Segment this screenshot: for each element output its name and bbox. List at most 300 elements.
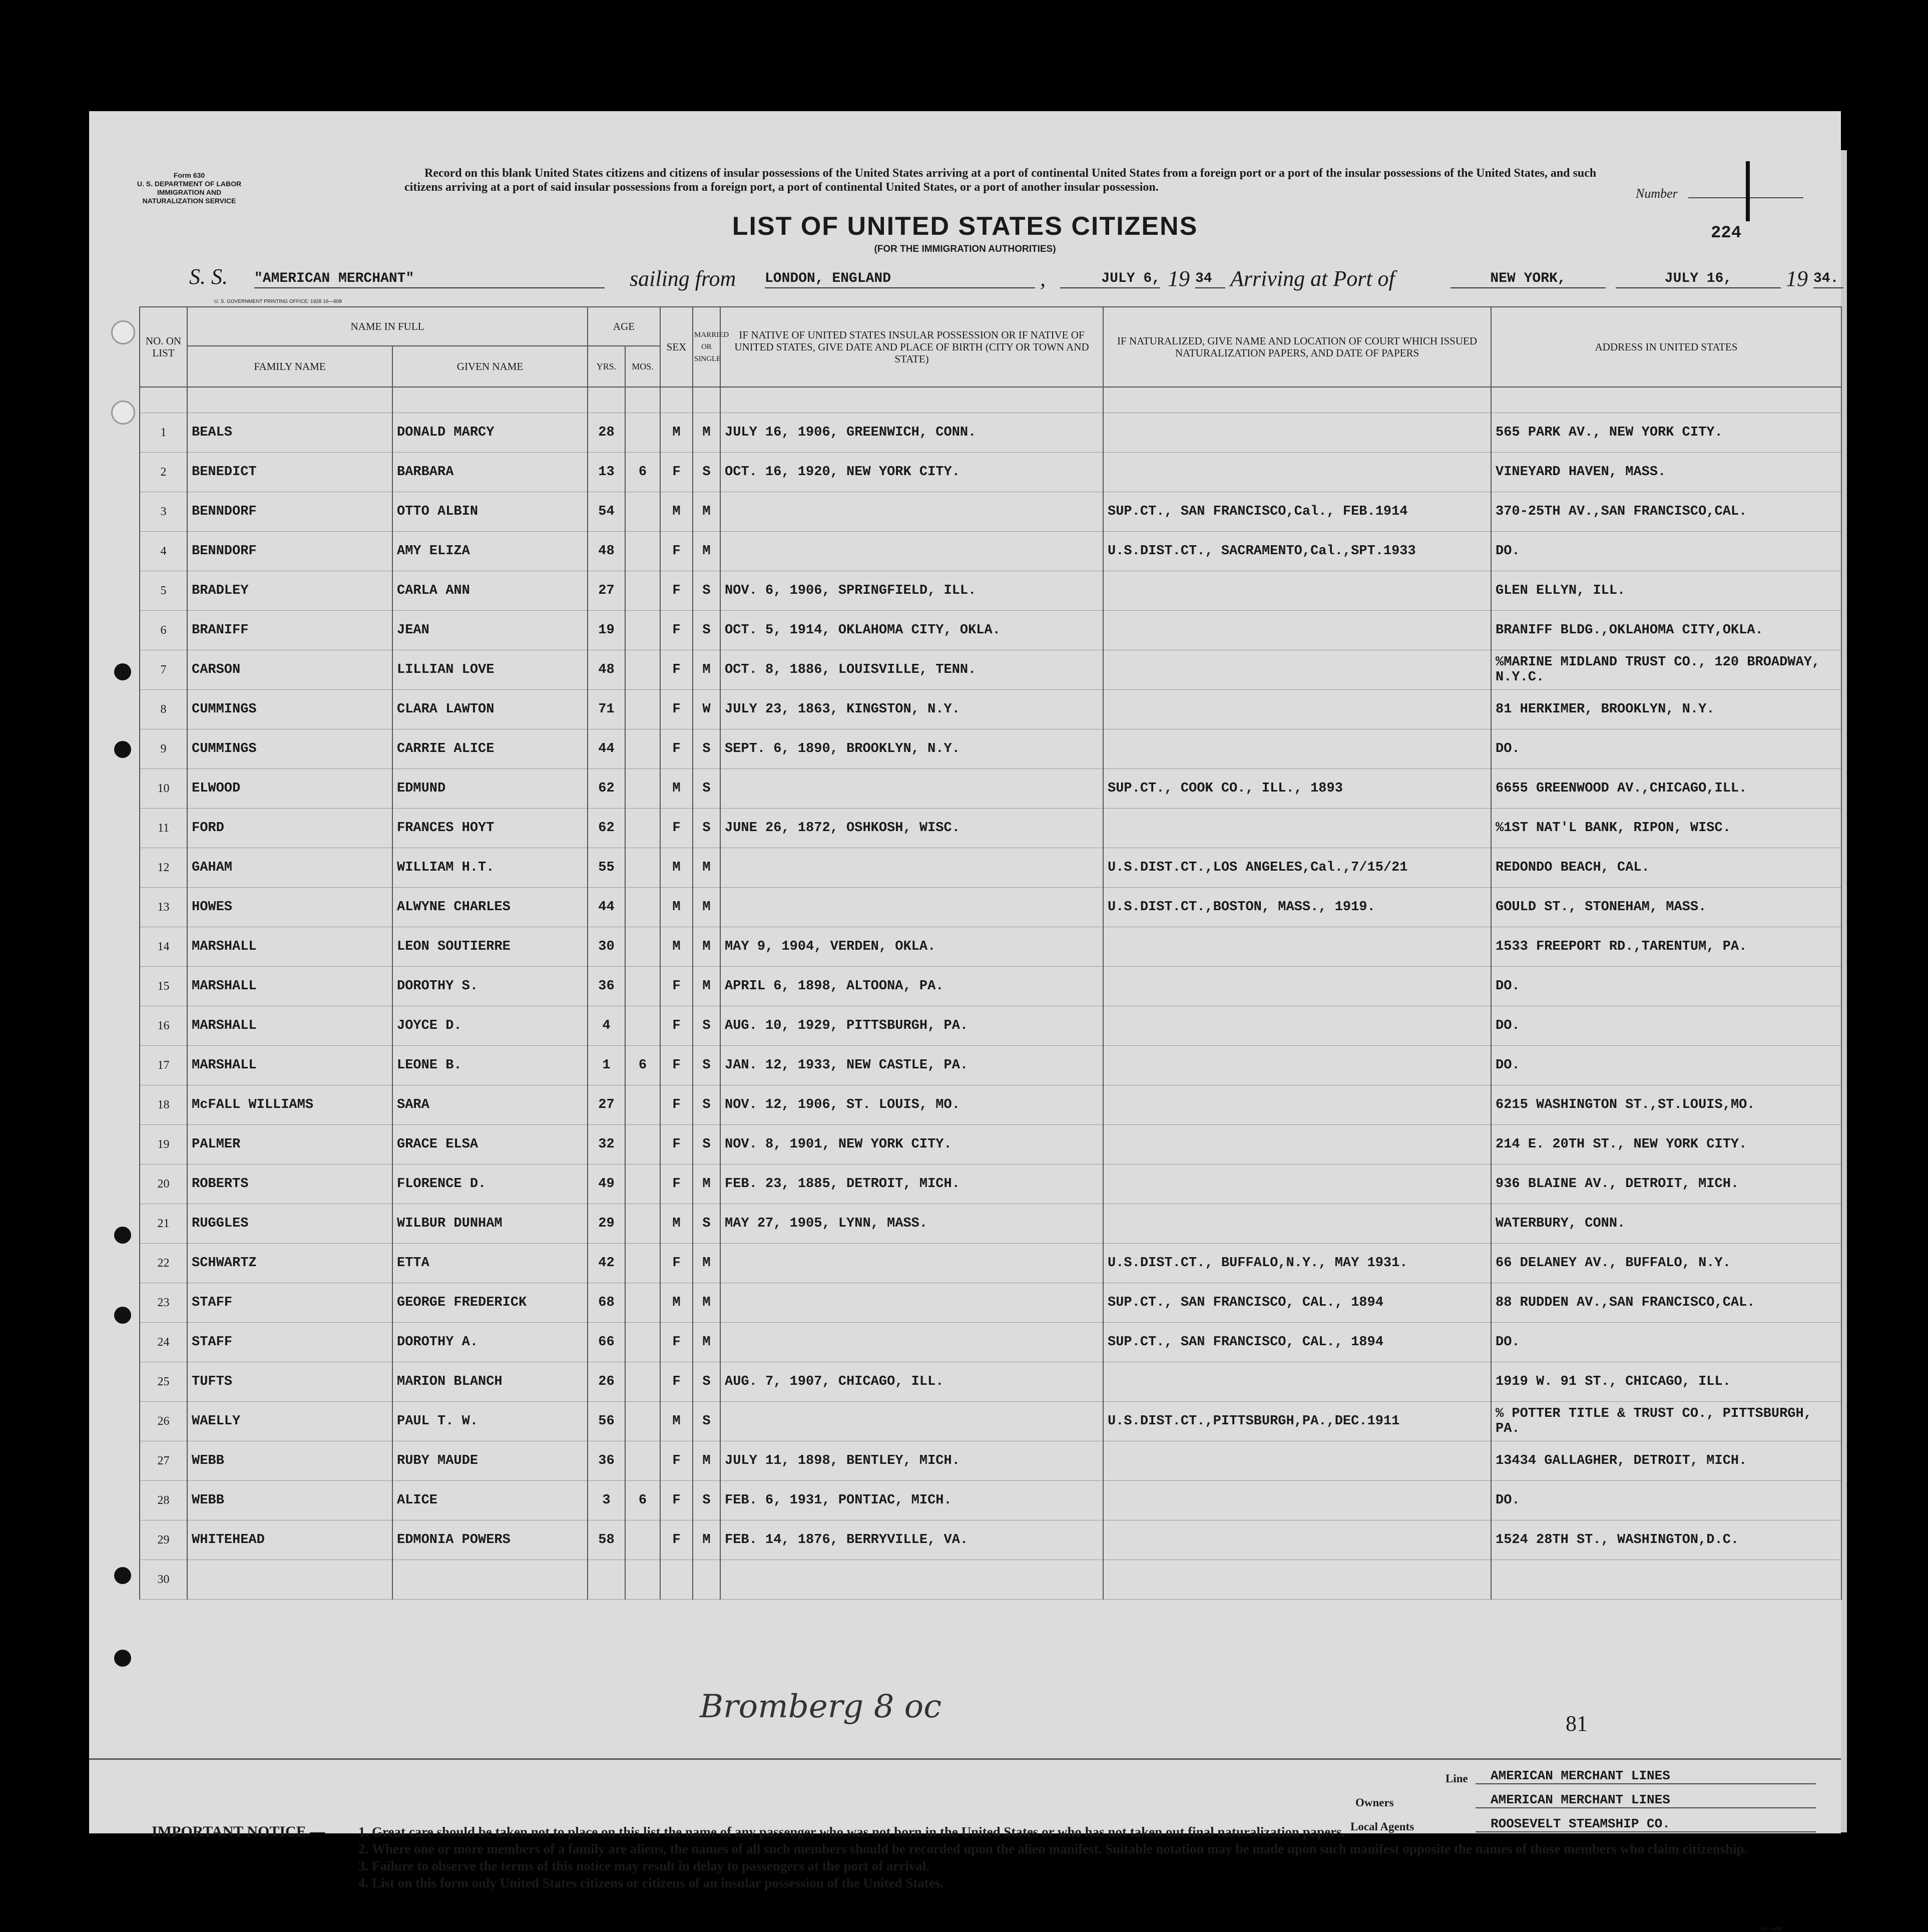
age-years: 27	[588, 1085, 625, 1125]
departure-date: JULY 6,	[1060, 271, 1160, 288]
row-number: 4	[140, 532, 187, 571]
birth-date-place	[720, 1283, 1103, 1323]
family-name: STAFF	[187, 1323, 392, 1362]
naturalization-court	[1103, 453, 1491, 492]
arrival-date: JULY 16,	[1616, 271, 1781, 288]
agents-value: ROOSEVELT STEAMSHIP CO.	[1476, 1816, 1816, 1832]
age-months	[625, 848, 660, 888]
binder-hole	[114, 1227, 131, 1244]
age-months	[625, 1125, 660, 1165]
marital-status: S	[693, 729, 720, 769]
marital-status: M	[693, 848, 720, 888]
age-months	[625, 1006, 660, 1046]
family-name: WAELLY	[187, 1402, 392, 1441]
passenger-row	[140, 611, 1841, 650]
birth-date-place: NOV. 6, 1906, SPRINGFIELD, ILL.	[720, 571, 1103, 611]
given-name: JEAN	[392, 611, 588, 650]
naturalization-court: SUP.CT., COOK CO., ILL., 1893	[1103, 769, 1491, 809]
sex: M	[660, 1402, 693, 1441]
birth-date-place: NOV. 8, 1901, NEW YORK CITY.	[720, 1125, 1103, 1165]
passenger-row	[140, 1204, 1841, 1244]
sex: F	[660, 453, 693, 492]
birth-date-place: JULY 11, 1898, BENTLEY, MICH.	[720, 1441, 1103, 1481]
naturalization-court	[1103, 967, 1491, 1006]
family-name: RUGGLES	[187, 1204, 392, 1244]
given-name: LILLIAN LOVE	[392, 650, 588, 690]
marital-status: S	[693, 571, 720, 611]
binder-ring	[111, 320, 135, 344]
line-label: Line	[1445, 1772, 1468, 1785]
given-name: ALICE	[392, 1481, 588, 1520]
departure-port: LONDON, ENGLAND	[765, 271, 1035, 288]
family-name: WEBB	[187, 1441, 392, 1481]
marital-status: S	[693, 1362, 720, 1402]
header-age: AGE	[588, 307, 660, 346]
birth-date-place: JULY 16, 1906, GREENWICH, CONN.	[720, 413, 1103, 453]
line-value: AMERICAN MERCHANT LINES	[1476, 1768, 1816, 1784]
departure-year: 34	[1195, 271, 1225, 288]
birth-date-place: AUG. 10, 1929, PITTSBURGH, PA.	[720, 1006, 1103, 1046]
header-married-single: MARRIED OR SINGLE	[693, 307, 720, 387]
birth-date-place: FEB. 14, 1876, BERRYVILLE, VA.	[720, 1520, 1103, 1560]
family-name: CUMMINGS	[187, 729, 392, 769]
age-years: 71	[588, 690, 625, 729]
birth-date-place: JAN. 12, 1933, NEW CASTLE, PA.	[720, 1046, 1103, 1085]
age-years: 32	[588, 1125, 625, 1165]
sex: M	[660, 848, 693, 888]
family-name: MARSHALL	[187, 927, 392, 967]
age-months	[625, 571, 660, 611]
us-address: 6215 WASHINGTON ST.,ST.LOUIS,MO.	[1491, 1085, 1841, 1125]
marital-status: S	[693, 453, 720, 492]
us-address: GOULD ST., STONEHAM, MASS.	[1491, 888, 1841, 927]
owners-row	[1355, 1792, 1816, 1816]
age-years: 48	[588, 650, 625, 690]
marital-status: S	[693, 1481, 720, 1520]
header-no: NO. ON LIST	[140, 307, 187, 387]
given-name: GRACE ELSA	[392, 1125, 588, 1165]
naturalization-court	[1103, 1125, 1491, 1165]
row-number: 12	[140, 848, 187, 888]
us-address: DO.	[1491, 729, 1841, 769]
birth-date-place: JUNE 26, 1872, OSHKOSH, WISC.	[720, 809, 1103, 848]
given-name: MARION BLANCH	[392, 1362, 588, 1402]
given-name: CLARA LAWTON	[392, 690, 588, 729]
naturalization-court	[1103, 729, 1491, 769]
passenger-row	[140, 1481, 1841, 1520]
marital-status: M	[693, 1165, 720, 1204]
us-address: 66 DELANEY AV., BUFFALO, N.Y.	[1491, 1244, 1841, 1283]
naturalization-court: SUP.CT., SAN FRANCISCO,Cal., FEB.1914	[1103, 492, 1491, 532]
sex: M	[660, 1204, 693, 1244]
birth-date-place: JULY 23, 1863, KINGSTON, N.Y.	[720, 690, 1103, 729]
passenger-row	[140, 492, 1841, 532]
age-years: 13	[588, 453, 625, 492]
arrival-year: 34.	[1813, 271, 1843, 288]
age-years: 54	[588, 492, 625, 532]
binder-hole	[114, 1307, 131, 1324]
us-address: 88 RUDDEN AV.,SAN FRANCISCO,CAL.	[1491, 1283, 1841, 1323]
us-address: DO.	[1491, 1006, 1841, 1046]
passenger-row	[140, 1283, 1841, 1323]
birth-date-place	[720, 492, 1103, 532]
arrival-year-prefix: 19	[1786, 266, 1808, 291]
us-address: %MARINE MIDLAND TRUST CO., 120 BROADWAY, N.Y.C.	[1491, 650, 1841, 690]
arrival-port: NEW YORK,	[1451, 271, 1606, 288]
naturalization-court	[1103, 413, 1491, 453]
age-months	[625, 1283, 660, 1323]
sex: F	[660, 1244, 693, 1283]
birth-date-place: MAY 9, 1904, VERDEN, OKLA.	[720, 927, 1103, 967]
binder-ring	[111, 401, 135, 425]
record-instructions: Record on this blank United States citizens and citizens of insular possessions of the United States arriving at a port of continental United States from a foreign port or a port of the insular possessions of the United States, and such citizens arriving at a port of said insular possessions from a foreign port, a port of continental United States, or a port of another insular possession.	[404, 167, 1597, 194]
passenger-row	[140, 532, 1841, 571]
given-name: GEORGE FREDERICK	[392, 1283, 588, 1323]
birth-date-place: AUG. 7, 1907, CHICAGO, ILL.	[720, 1362, 1103, 1402]
naturalization-court	[1103, 650, 1491, 690]
age-months	[625, 532, 660, 571]
us-address: GLEN ELLYN, ILL.	[1491, 571, 1841, 611]
marital-status: M	[693, 888, 720, 927]
form-number: Form 630	[173, 171, 205, 179]
given-name: ALWYNE CHARLES	[392, 888, 588, 927]
naturalization-court	[1103, 1362, 1491, 1402]
row-number: 25	[140, 1362, 187, 1402]
passenger-row	[140, 650, 1841, 690]
us-address: REDONDO BEACH, CAL.	[1491, 848, 1841, 888]
passenger-table	[139, 306, 1842, 1600]
age-months	[625, 1165, 660, 1204]
age-years: 56	[588, 1402, 625, 1441]
family-name: ELWOOD	[187, 769, 392, 809]
passenger-row	[140, 1520, 1841, 1560]
birth-date-place	[720, 1560, 1103, 1600]
given-name: WILBUR DUNHAM	[392, 1204, 588, 1244]
sex: F	[660, 650, 693, 690]
age-months	[625, 1244, 660, 1283]
marital-status: M	[693, 927, 720, 967]
us-address: 214 E. 20TH ST., NEW YORK CITY.	[1491, 1125, 1841, 1165]
sex: M	[660, 413, 693, 453]
sailing-label: sailing from	[630, 266, 736, 291]
header-address: ADDRESS IN UNITED STATES	[1491, 307, 1841, 387]
family-name: BENNDORF	[187, 492, 392, 532]
row-number: 21	[140, 1204, 187, 1244]
age-months: 6	[625, 453, 660, 492]
binder-hole	[114, 1650, 131, 1667]
sex: F	[660, 967, 693, 1006]
age-months	[625, 769, 660, 809]
age-years: 48	[588, 532, 625, 571]
given-name: AMY ELIZA	[392, 532, 588, 571]
family-name: BRADLEY	[187, 571, 392, 611]
birth-date-place: APRIL 6, 1898, ALTOONA, PA.	[720, 967, 1103, 1006]
naturalization-court	[1103, 1560, 1491, 1600]
manifest-sheet	[89, 111, 1841, 1932]
binder-hole	[114, 1567, 131, 1584]
passenger-row	[140, 1046, 1841, 1085]
age-months: 6	[625, 1481, 660, 1520]
age-months	[625, 1560, 660, 1600]
sex: F	[660, 1006, 693, 1046]
sex: F	[660, 1165, 693, 1204]
family-name: CUMMINGS	[187, 690, 392, 729]
given-name: DOROTHY A.	[392, 1323, 588, 1362]
passenger-row	[140, 769, 1841, 809]
given-name	[392, 1560, 588, 1600]
departure-year-prefix: 19	[1168, 266, 1190, 291]
row-number: 17	[140, 1046, 187, 1085]
given-name: ETTA	[392, 1244, 588, 1283]
birth-date-place: OCT. 16, 1920, NEW YORK CITY.	[720, 453, 1103, 492]
row-number: 19	[140, 1125, 187, 1165]
given-name: SARA	[392, 1085, 588, 1125]
age-months	[625, 492, 660, 532]
marital-status: M	[693, 1441, 720, 1481]
notice-item: 3. Failure to observe the terms of this notice may result in delay to passengers at the port of arrival.	[372, 1857, 1853, 1874]
family-name: MARSHALL	[187, 1046, 392, 1085]
sex: F	[660, 690, 693, 729]
naturalization-court	[1103, 1006, 1491, 1046]
birth-date-place	[720, 1323, 1103, 1362]
row-number: 29	[140, 1520, 187, 1560]
notice-item: 2. Where one or more members of a family are aliens, the names of all such members should be recorded upon the alien manifest. Suitable notation may be made upon such manifest opposite the names of those members who claim citizenship.	[372, 1840, 1853, 1857]
naturalization-court	[1103, 927, 1491, 967]
age-months	[625, 809, 660, 848]
family-name: ROBERTS	[187, 1165, 392, 1204]
page-subtitle: (FOR THE IMMIGRATION AUTHORITIES)	[874, 244, 1056, 254]
sex: F	[660, 729, 693, 769]
row-number: 15	[140, 967, 187, 1006]
family-name: BRANIFF	[187, 611, 392, 650]
line-row	[1355, 1768, 1816, 1792]
family-name: WEBB	[187, 1481, 392, 1520]
family-name: MARSHALL	[187, 1006, 392, 1046]
age-months	[625, 888, 660, 927]
header-family-name: FAMILY NAME	[187, 346, 392, 387]
birth-date-place	[720, 1244, 1103, 1283]
age-months	[625, 927, 660, 967]
row-number: 11	[140, 809, 187, 848]
sex: M	[660, 769, 693, 809]
voyage-line: S. S. "AMERICAN MERCHANT" sailing from LONDON, ENGLAND , JULY 6, 19 34 Arriving at Port of NEW YORK, JULY 16, 19 34.	[189, 264, 1841, 294]
birth-date-place: OCT. 5, 1914, OKLAHOMA CITY, OKLA.	[720, 611, 1103, 650]
binder-hole	[114, 663, 131, 680]
passenger-row	[140, 888, 1841, 927]
row-number: 24	[140, 1323, 187, 1362]
printing-note: U. S. GOVERNMENT PRINTING OFFICE: 1928 16—608	[214, 299, 342, 304]
naturalization-court: U.S.DIST.CT.,LOS ANGELES,Cal.,7/15/21	[1103, 848, 1491, 888]
marital-status: M	[693, 650, 720, 690]
given-name: DOROTHY S.	[392, 967, 588, 1006]
passenger-row	[140, 571, 1841, 611]
sex: M	[660, 927, 693, 967]
ship-name: "AMERICAN MERCHANT"	[254, 271, 605, 288]
us-address: 370-25TH AV.,SAN FRANCISCO,CAL.	[1491, 492, 1841, 532]
sex: F	[660, 571, 693, 611]
given-name: LEON SOUTIERRE	[392, 927, 588, 967]
row-number: 30	[140, 1560, 187, 1600]
header-given-name: GIVEN NAME	[392, 346, 588, 387]
given-name: WILLIAM H.T.	[392, 848, 588, 888]
marital-status: S	[693, 1204, 720, 1244]
row-number: 9	[140, 729, 187, 769]
row-number: 2	[140, 453, 187, 492]
naturalization-court	[1103, 1046, 1491, 1085]
age-months: 6	[625, 1046, 660, 1085]
given-name: DONALD MARCY	[392, 413, 588, 453]
birth-date-place: SEPT. 6, 1890, BROOKLYN, N.Y.	[720, 729, 1103, 769]
marital-status: M	[693, 1283, 720, 1323]
passenger-row	[140, 848, 1841, 888]
age-years: 44	[588, 729, 625, 769]
binder-hole	[114, 741, 131, 758]
family-name: BENEDICT	[187, 453, 392, 492]
given-name: FLORENCE D.	[392, 1165, 588, 1204]
naturalization-court	[1103, 611, 1491, 650]
agents-label: Local Agents	[1350, 1820, 1414, 1833]
age-years: 30	[588, 927, 625, 967]
owners-value: AMERICAN MERCHANT LINES	[1476, 1792, 1816, 1808]
naturalization-court	[1103, 1085, 1491, 1125]
age-years: 27	[588, 571, 625, 611]
age-years: 66	[588, 1323, 625, 1362]
row-number: 10	[140, 769, 187, 809]
marital-status: S	[693, 769, 720, 809]
given-name: EDMUND	[392, 769, 588, 809]
notice-list	[352, 1823, 1853, 1891]
us-address: %1ST NAT'L BANK, RIPON, WISC.	[1491, 809, 1841, 848]
header-yrs: YRS.	[588, 346, 625, 387]
sex: F	[660, 1046, 693, 1085]
birth-date-place	[720, 769, 1103, 809]
marital-status: M	[693, 532, 720, 571]
birth-date-place: FEB. 23, 1885, DETROIT, MICH.	[720, 1165, 1103, 1204]
us-address: DO.	[1491, 532, 1841, 571]
age-years: 28	[588, 413, 625, 453]
us-address: 1533 FREEPORT RD.,TARENTUM, PA.	[1491, 927, 1841, 967]
page-title: LIST OF UNITED STATES CITIZENS	[732, 212, 1198, 241]
age-months	[625, 1441, 660, 1481]
age-months	[625, 1204, 660, 1244]
us-address	[1491, 1560, 1841, 1600]
form-identifier	[129, 171, 249, 205]
age-years: 29	[588, 1204, 625, 1244]
passenger-row	[140, 729, 1841, 769]
age-months	[625, 413, 660, 453]
birth-date-place: MAY 27, 1905, LYNN, MASS.	[720, 1204, 1103, 1244]
list-number: 224	[1711, 224, 1742, 243]
passenger-row	[140, 413, 1841, 453]
family-name: TUFTS	[187, 1362, 392, 1402]
marital-status: M	[693, 967, 720, 1006]
age-months	[625, 1323, 660, 1362]
notice-item: 1. Great care should be taken not to place on this list the name of any passenger who was not born in the United States or who has not taken out final naturalization papers.	[372, 1823, 1853, 1840]
birth-date-place	[720, 1402, 1103, 1441]
row-number: 22	[140, 1244, 187, 1283]
row-number: 6	[140, 611, 187, 650]
age-months	[625, 1362, 660, 1402]
age-years: 44	[588, 888, 625, 927]
family-name: MARSHALL	[187, 967, 392, 1006]
us-address: 565 PARK AV., NEW YORK CITY.	[1491, 413, 1841, 453]
sex: F	[660, 1125, 693, 1165]
naturalization-court	[1103, 809, 1491, 848]
row-number: 7	[140, 650, 187, 690]
row-number: 27	[140, 1441, 187, 1481]
header-naturalized: IF NATURALIZED, GIVE NAME AND LOCATION OF COURT WHICH ISSUED NATURALIZATION PAPERS, AND DATE OF PAPERS	[1103, 307, 1491, 387]
sex: F	[660, 1085, 693, 1125]
naturalization-court: U.S.DIST.CT.,BOSTON, MASS., 1919.	[1103, 888, 1491, 927]
family-name: BEALS	[187, 413, 392, 453]
row-number: 28	[140, 1481, 187, 1520]
us-address: WATERBURY, CONN.	[1491, 1204, 1841, 1244]
marital-status: W	[693, 690, 720, 729]
us-address: BRANIFF BLDG.,OKLAHOMA CITY,OKLA.	[1491, 611, 1841, 650]
us-address: 81 HERKIMER, BROOKLYN, N.Y.	[1491, 690, 1841, 729]
marital-status: S	[693, 1402, 720, 1441]
department-name: U. S. DEPARTMENT OF LABOR	[137, 180, 242, 188]
sex: F	[660, 1441, 693, 1481]
given-name: BARBARA	[392, 453, 588, 492]
passenger-rows	[140, 387, 1841, 1600]
sex: F	[660, 1362, 693, 1402]
row-number: 26	[140, 1402, 187, 1441]
naturalization-court	[1103, 1165, 1491, 1204]
us-address: 1919 W. 91 ST., CHICAGO, ILL.	[1491, 1362, 1841, 1402]
naturalization-court	[1103, 1520, 1491, 1560]
family-name: FORD	[187, 809, 392, 848]
bottom-divider	[89, 1758, 1841, 1760]
passenger-row	[140, 1362, 1841, 1402]
given-name: LEONE B.	[392, 1046, 588, 1085]
age-years: 4	[588, 1006, 625, 1046]
sex: F	[660, 1520, 693, 1560]
row-number: 5	[140, 571, 187, 611]
family-name: McFALL WILLIAMS	[187, 1085, 392, 1125]
family-name: WHITEHEAD	[187, 1520, 392, 1560]
us-address: DO.	[1491, 1046, 1841, 1085]
family-name: CARSON	[187, 650, 392, 690]
spacer-row	[140, 387, 1841, 413]
passenger-row	[140, 967, 1841, 1006]
age-months	[625, 650, 660, 690]
age-years: 1	[588, 1046, 625, 1085]
sex: M	[660, 1283, 693, 1323]
passenger-row	[140, 809, 1841, 848]
marital-status: S	[693, 1046, 720, 1085]
naturalization-court: U.S.DIST.CT., BUFFALO,N.Y., MAY 1931.	[1103, 1244, 1491, 1283]
passenger-row	[140, 1006, 1841, 1046]
marital-status: S	[693, 809, 720, 848]
sex: M	[660, 492, 693, 532]
family-name	[187, 1560, 392, 1600]
passenger-row	[140, 1165, 1841, 1204]
owners-label: Owners	[1355, 1796, 1394, 1809]
ss-label: S. S.	[189, 264, 228, 289]
header-mos: MOS.	[625, 346, 660, 387]
row-number: 8	[140, 690, 187, 729]
us-address: DO.	[1491, 1481, 1841, 1520]
naturalization-court	[1103, 690, 1491, 729]
naturalization-court: U.S.DIST.CT., SACRAMENTO,Cal.,SPT.1933	[1103, 532, 1491, 571]
us-address: DO.	[1491, 967, 1841, 1006]
age-years: 36	[588, 1441, 625, 1481]
naturalization-court: U.S.DIST.CT.,PITTSBURGH,PA.,DEC.1911	[1103, 1402, 1491, 1441]
age-months	[625, 967, 660, 1006]
sex: F	[660, 809, 693, 848]
given-name: PAUL T. W.	[392, 1402, 588, 1441]
